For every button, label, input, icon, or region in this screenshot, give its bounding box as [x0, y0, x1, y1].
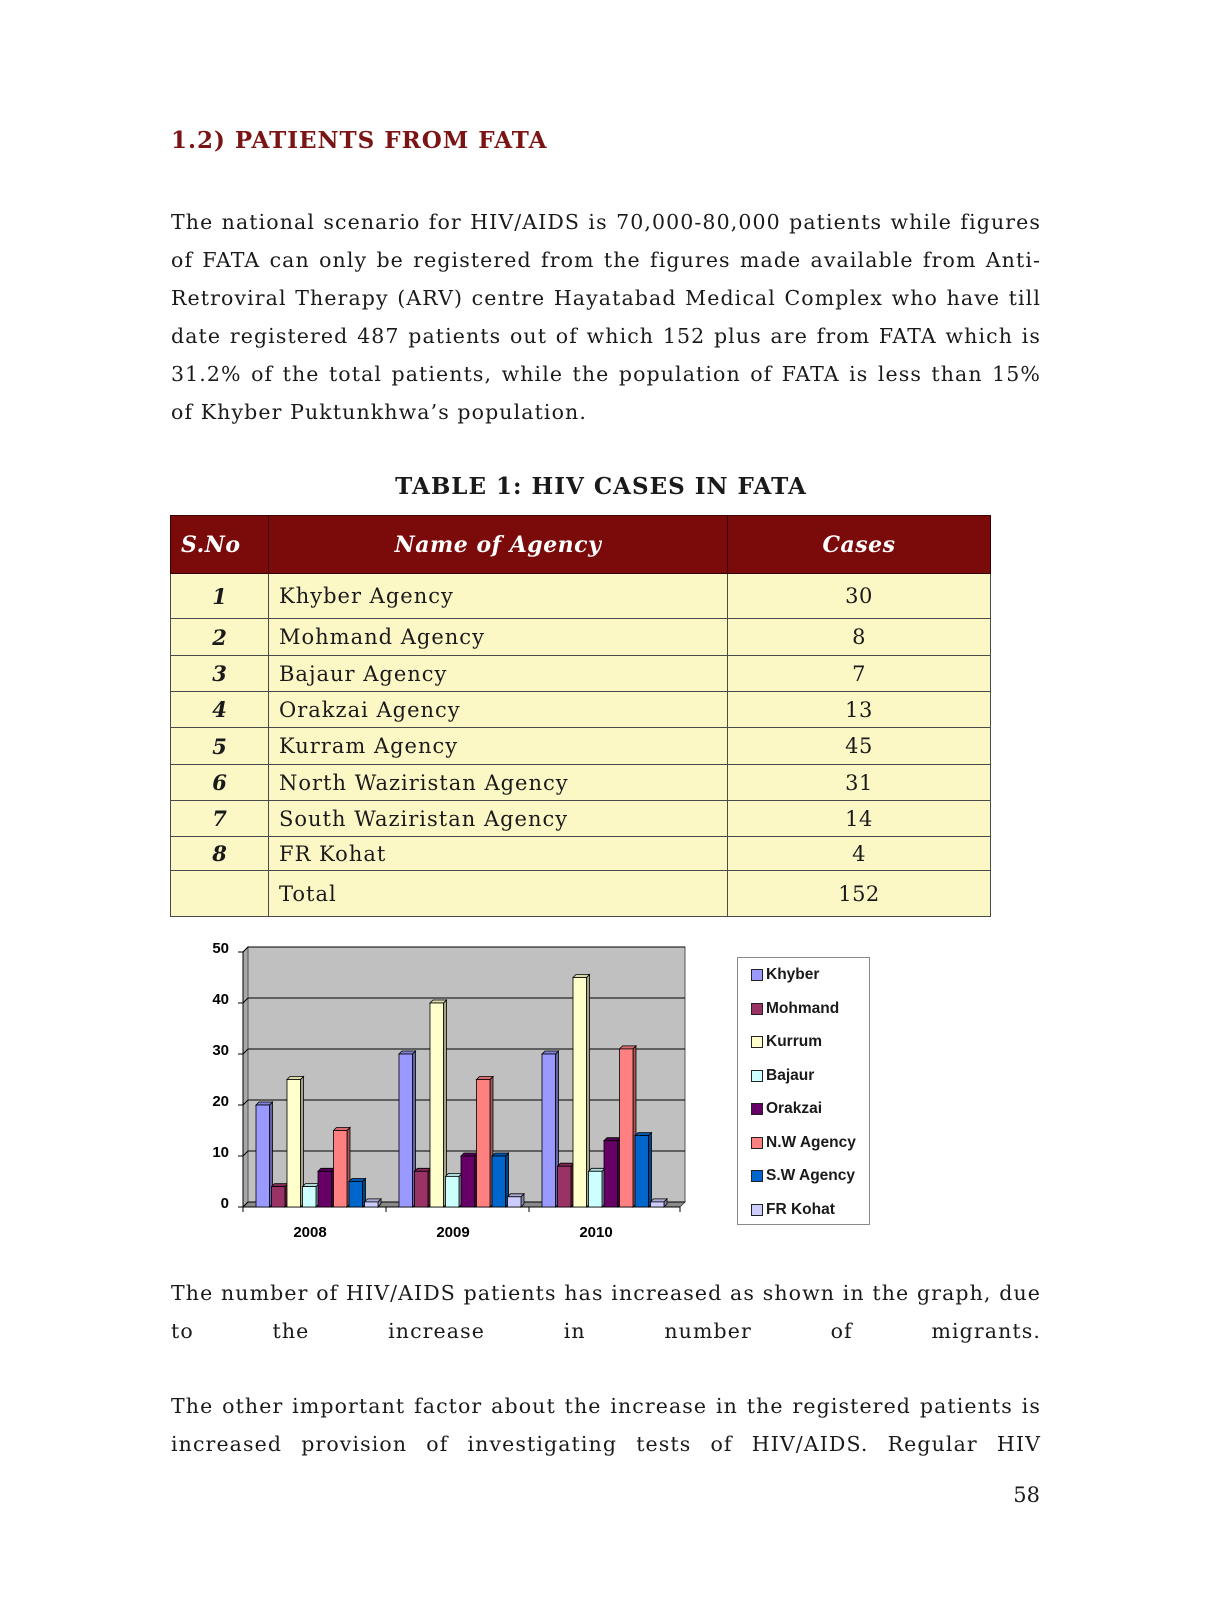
bar-bajaur-2010 — [589, 1171, 603, 1207]
bar-mohmand-2009 — [415, 1171, 429, 1207]
legend-label: Mohmand — [766, 999, 840, 1017]
bar-top-mohmand-2008 — [272, 1184, 289, 1187]
row-cases: 31 — [728, 765, 991, 801]
legend-item — [751, 966, 819, 984]
legend-item — [751, 1033, 822, 1051]
bar-s-w-agency-2009 — [492, 1156, 506, 1207]
y-tick-label: 50 — [212, 940, 229, 957]
bar-mohmand-2010 — [558, 1166, 572, 1207]
row-sno: 2 — [171, 619, 269, 656]
row-cases: 45 — [728, 728, 991, 765]
legend-label: Orakzai — [766, 1100, 823, 1117]
table-row — [171, 765, 991, 801]
header-agency: Name of Agency — [269, 516, 728, 574]
bar-khyber-2009 — [399, 1054, 413, 1207]
bar-top-khyber-2008 — [256, 1102, 273, 1105]
bar-n-w-agency-2010 — [620, 1049, 634, 1207]
bar-orakzai-2009 — [461, 1156, 475, 1207]
row-cases: 7 — [728, 656, 991, 692]
bar-top-bajaur-2010 — [589, 1168, 606, 1171]
bar-top-khyber-2009 — [399, 1051, 416, 1054]
bar-khyber-2010 — [542, 1054, 556, 1207]
legend-label: Bajaur — [766, 1066, 815, 1084]
legend-swatch — [751, 1170, 763, 1182]
bar-top-kurrum-2009 — [430, 1000, 447, 1003]
bar-top-n-w-agency-2010 — [620, 1046, 637, 1049]
legend-item — [751, 1067, 814, 1085]
table-row — [171, 728, 991, 765]
bar-top-kurrum-2010 — [573, 975, 590, 978]
bar-top-bajaur-2009 — [446, 1173, 463, 1176]
bar-top-khyber-2010 — [542, 1051, 559, 1054]
y-tick-label: 40 — [212, 991, 229, 1008]
bar-top-orakzai-2009 — [461, 1153, 478, 1156]
graph-paragraph: The number of HIV/AIDS patients has increased as shown in the graph, due to the increase in number of migrants. — [171, 1281, 1041, 1343]
row-cases: 30 — [728, 574, 991, 619]
legend-swatch — [751, 1103, 763, 1115]
bar-top-kurrum-2008 — [287, 1077, 304, 1080]
bar-top-orakzai-2010 — [604, 1138, 621, 1141]
bar-top-s-w-agency-2009 — [492, 1153, 509, 1156]
bar-top-mohmand-2010 — [558, 1163, 575, 1166]
legend-label: N.W Agency — [766, 1133, 856, 1151]
bar-orakzai-2010 — [604, 1141, 618, 1207]
row-sno: 8 — [171, 837, 269, 871]
chart-legend — [737, 957, 870, 1225]
table-row — [171, 837, 991, 871]
legend-item — [751, 1134, 856, 1152]
plot-side-wall — [243, 947, 248, 1207]
legend-item — [751, 1201, 835, 1219]
bar-top-fr-kohat-2009 — [508, 1194, 525, 1197]
row-cases: 4 — [728, 837, 991, 871]
bar-bajaur-2008 — [303, 1187, 317, 1207]
legend-swatch — [751, 1003, 763, 1015]
bar-kurrum-2008 — [287, 1080, 301, 1208]
bar-top-bajaur-2008 — [303, 1184, 320, 1187]
row-agency: Kurram Agency — [269, 728, 728, 765]
bar-top-fr-kohat-2008 — [365, 1199, 382, 1202]
row-agency: South Waziristan Agency — [269, 801, 728, 837]
table-row — [171, 619, 991, 656]
row-agency: Mohmand Agency — [269, 619, 728, 656]
legend-item — [751, 1000, 839, 1018]
legend-label: Kurrum — [766, 1033, 822, 1050]
bar-top-s-w-agency-2010 — [635, 1133, 652, 1136]
hiv-cases-table — [170, 515, 991, 917]
bar-kurrum-2010 — [573, 978, 587, 1208]
legend-item — [751, 1167, 855, 1185]
legend-swatch — [751, 1036, 763, 1048]
table-row — [171, 801, 991, 837]
x-tick-label: 2008 — [293, 1224, 327, 1241]
bar-fr-kohat-2009 — [508, 1197, 522, 1207]
header-cases: Cases — [728, 516, 991, 574]
bar-top-s-w-agency-2008 — [349, 1179, 366, 1182]
y-tick-label: 30 — [212, 1042, 229, 1059]
row-sno: 6 — [171, 765, 269, 801]
total-label: Total — [269, 871, 728, 917]
intro-paragraph: The national scenario for HIV/AIDS is 70,000-80,000 patients while figures of FATA can only be registered from the figures made available from Anti-Retroviral Therapy (ARV) centre Hayatabad Medical Complex who have till date registered 487 patients out of which 152 plus are from FATA which is 31.2% of the total patients, while the population of FATA is less than 15% of Khyber Puktunkhwa’s population. — [171, 210, 1041, 424]
row-sno: 5 — [171, 728, 269, 765]
table-header-row — [171, 516, 991, 574]
table-title: TABLE 1: HIV CASES IN FATA — [395, 473, 807, 500]
table-row — [171, 574, 991, 619]
total-sno — [171, 871, 269, 917]
bar-bajaur-2009 — [446, 1176, 460, 1207]
row-agency: FR Kohat — [269, 837, 728, 871]
row-sno: 7 — [171, 801, 269, 837]
bar-s-w-agency-2008 — [349, 1182, 363, 1208]
page-number: 58 — [1013, 1483, 1040, 1507]
bar-top-n-w-agency-2008 — [334, 1128, 351, 1131]
section-heading: 1.2) PATIENTS FROM FATA — [171, 127, 548, 154]
bar-mohmand-2008 — [272, 1187, 286, 1207]
x-tick-label: 2009 — [436, 1224, 470, 1241]
y-tick-label: 0 — [220, 1195, 229, 1212]
row-sno: 1 — [171, 574, 269, 619]
row-agency: Bajaur Agency — [269, 656, 728, 692]
row-agency: Orakzai Agency — [269, 692, 728, 728]
factor-paragraph: The other important factor about the increase in the registered patients is increased provision of investigating tests of HIV/AIDS. Regular HIV — [171, 1394, 1041, 1456]
row-sno: 4 — [171, 692, 269, 728]
bar-fr-kohat-2010 — [651, 1202, 665, 1207]
row-agency: Khyber Agency — [269, 574, 728, 619]
table-total-row — [171, 871, 991, 917]
bar-khyber-2008 — [256, 1105, 270, 1207]
legend-label: Khyber — [766, 966, 820, 983]
bar-n-w-agency-2008 — [334, 1131, 348, 1208]
row-sno: 3 — [171, 656, 269, 692]
row-cases: 14 — [728, 801, 991, 837]
x-tick-label: 2010 — [579, 1224, 613, 1241]
bar-n-w-agency-2009 — [477, 1080, 491, 1208]
hiv-cases-bar-chart — [200, 935, 700, 1255]
header-sno: S.No — [171, 516, 269, 574]
legend-label: FR Kohat — [766, 1200, 835, 1218]
bar-orakzai-2008 — [318, 1171, 332, 1207]
row-agency: North Waziristan Agency — [269, 765, 728, 801]
legend-swatch — [751, 1070, 763, 1082]
bar-top-mohmand-2009 — [415, 1168, 432, 1171]
legend-swatch — [751, 969, 763, 981]
legend-swatch — [751, 1137, 763, 1149]
bar-side-s-w-agency-2010 — [649, 1133, 652, 1207]
bar-top-n-w-agency-2009 — [477, 1077, 494, 1080]
table-row — [171, 692, 991, 728]
y-tick-label: 20 — [212, 1093, 229, 1110]
bar-top-fr-kohat-2010 — [651, 1199, 668, 1202]
y-tick-label: 10 — [212, 1144, 229, 1161]
legend-swatch — [751, 1204, 763, 1216]
total-cases: 152 — [728, 871, 991, 917]
bar-s-w-agency-2010 — [635, 1136, 649, 1207]
row-cases: 13 — [728, 692, 991, 728]
row-cases: 8 — [728, 619, 991, 656]
legend-label: S.W Agency — [766, 1167, 855, 1184]
table-row — [171, 656, 991, 692]
bar-kurrum-2009 — [430, 1003, 444, 1207]
bar-top-orakzai-2008 — [318, 1168, 335, 1171]
legend-item — [751, 1100, 822, 1118]
bar-fr-kohat-2008 — [365, 1202, 379, 1207]
